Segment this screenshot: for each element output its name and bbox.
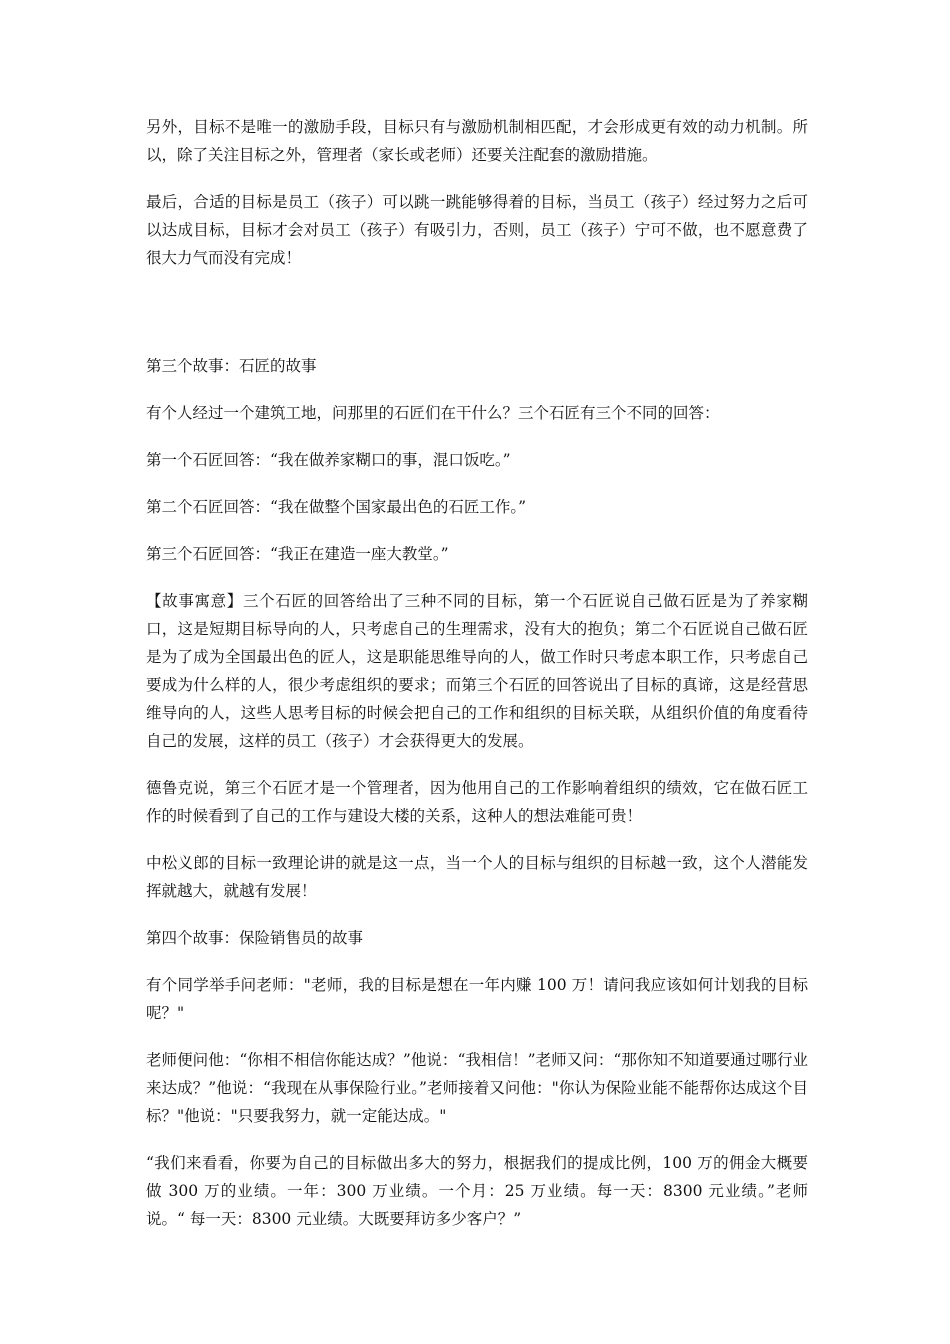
paragraph-teacher-dialogue: 老师便问他：“你相不相信你能达成？”他说：“我相信！”老师又问：“那你知不知道要通过哪行业来达成？”他说：“我现在从事保险行业。”老师接着又问他："你认为保险业能不能帮你达成这个目标？"他说："只要我努力，就一定能达成。" xyxy=(146,1051,808,1125)
paragraph-suitable-goal: 最后，合适的目标是员工（孩子）可以跳一跳能够得着的目标，当员工（孩子）经过努力之后可以达成目标，目标才会对员工（孩子）有吸引力，否则，员工（孩子）宁可不做，也不愿意费了很大力气而没有完成！ xyxy=(146,193,808,267)
paragraph-story-intro: 有个人经过一个建筑工地，问那里的石匠们在干什么？三个石匠有三个不同的回答： xyxy=(146,404,720,422)
paragraph-story-moral: 【故事寓意】三个石匠的回答给出了三种不同的目标，第一个石匠说自己做石匠是为了养家糊口，这是短期目标导向的人，只考虑自己的生理需求，没有大的抱负；第二个石匠说自己做石匠是为了成为全国最出色的匠人，这是职能思维导向的人，做工作时只考虑本职工作，只考虑自己要成为什么样的人，很少考虑组织的要求；而第三个石匠的回答说出了目标的真谛，这是经营思维导向的人，这些人思考目标的时候会把自己的工作和组织的目标关联，从组织价值的角度看待自己的发展，这样的员工（孩子）才会获得更大的发展。 xyxy=(146,592,808,750)
story-four-heading: 第四个故事：保险销售员的故事 xyxy=(146,929,364,947)
paragraph-mason-one: 第一个石匠回答：“我在做养家糊口的事，混口饭吃。” xyxy=(146,451,511,469)
paragraph-mason-two: 第二个石匠回答：“我在做整个国家最出色的石匠工作。” xyxy=(146,498,527,516)
paragraph-calculation: “我们来看看，你要为自己的目标做出多大的努力，根据我们的提成比例，100 万的佣金大概要做 300 万的业绩。一年：300 万业绩。一个月：25 万业绩。每一天：8300 元业绩。”老师说。“ 每一天：8300 元业绩。大既要拜访多少客户？” xyxy=(146,1154,808,1228)
paragraph-mason-three: 第三个石匠回答：“我正在建造一座大教堂。” xyxy=(146,545,449,563)
section-gap xyxy=(146,272,808,352)
document-body xyxy=(146,113,808,1252)
paragraph-drucker: 德鲁克说，第三个石匠才是一个管理者，因为他用自己的工作影响着组织的绩效，它在做石匠工作的时候看到了自己的工作与建设大楼的关系，这种人的想法难能可贵！ xyxy=(146,779,808,825)
paragraph-goal-theory: 中松义郎的目标一致理论讲的就是这一点，当一个人的目标与组织的目标越一致，这个人潜能发挥就越大，就越有发展！ xyxy=(146,854,808,900)
story-three-heading: 第三个故事：石匠的故事 xyxy=(146,357,317,375)
paragraph-incentive: 另外，目标不是唯一的激励手段，目标只有与激励机制相匹配，才会形成更有效的动力机制。所以，除了关注目标之外，管理者（家长或老师）还要关注配套的激励措施。 xyxy=(146,118,808,164)
paragraph-student-question: 有个同学举手问老师："老师，我的目标是想在一年内赚 100 万！请问我应该如何计划我的目标呢？" xyxy=(146,976,808,1022)
